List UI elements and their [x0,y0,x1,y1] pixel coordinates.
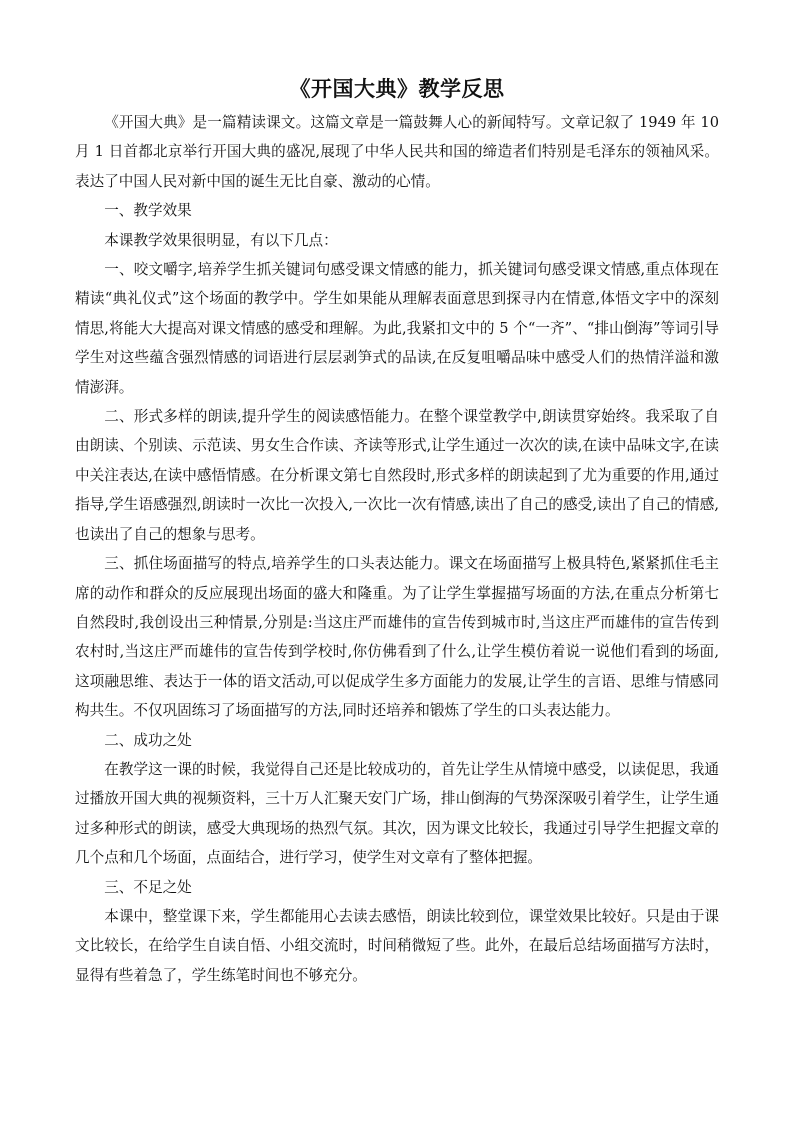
intro-paragraph: 《开国大典》是一篇精读课文。这篇文章是一篇鼓舞人心的新闻特写。文章记叙了 1949 年 10 月 1 日首都北京举行开国大典的盛况,展现了中华人民共和国的缔造者们特别是毛泽东的领袖风采。表达了中国人民对新中国的诞生无比自豪、激动的心情。 [75,114,719,190]
section-heading-teaching-effect: 一、教学效果 [104,202,192,220]
section-heading-shortcomings: 三、不足之处 [104,878,192,896]
section1-point-3: 三、抓住场面描写的特点,培养学生的口头表达能力。课文在场面描写上极具特色,紧紧抓住毛主席的动作和群众的反应展现出场面的盛大和隆重。为了让学生掌握描写场面的方法,在重点分析第七自然段时,我创设出三种情景,分别是:当这庄严而雄伟的宣告传到城市时,当这庄严而雄伟的宣告传到农村时,当这庄严而雄伟的宣告传到学校时,你仿佛看到了什么,让学生模仿着说一说他们看到的场面,这项融思维、表达于一体的语文活动,可以促成学生多方面能力的发展,让学生的言语、思维与情感同构共生。不仅巩固练习了场面描写的方法,同时还培养和锻炼了学生的口头表达能力。 [75,555,719,720]
document-title: 《开国大典》教学反思 [289,77,505,101]
section1-lead-paragraph: 本课教学效果很明显，有以下几点： [104,231,338,249]
document-page [75,70,719,990]
section1-point-1: 一、咬文嚼字,培养学生抓关键词句感受课文情感的能力，抓关键词句感受课文情感,重点体现在精读“典礼仪式”这个场面的教学中。学生如果能从理解表面意思到探寻内在情意,体悟文字中的深刻情思,将能大大提高对课文情感的感受和理解。为此,我紧扣文中的 5 个“一齐”、“排山倒海”等词引导学生对这些蕴含强烈情感的词语进行层层剥笋式的品读,在反复咀嚼品味中感受人们的热情洋溢和激情澎湃。 [75,261,719,396]
section1-point-2: 二、形式多样的朗读,提升学生的阅读感悟能力。在整个课堂教学中,朗读贯穿始终。我采取了自由朗读、个别读、示范读、男女生合作读、齐读等形式,让学生通过一次次的读,在读中品味文字,在读中关注表达,在读中感悟情感。在分析课文第七自然段时,形式多样的朗读起到了尤为重要的作用,通过指导,学生语感强烈,朗读时一次比一次投入,一次比一次有情感,读出了自己的感受,读出了自己的情感,也读出了自己的想象与思考。 [75,408,719,543]
section-heading-success: 二、成功之处 [104,731,192,749]
section3-body-paragraph: 本课中，整堂课下来，学生都能用心去读去感悟，朗读比较到位，课堂效果比较好。只是由于课文比较长，在给学生自读自悟、小组交流时，时间稍微短了些。此外，在最后总结场面描写方法时，显得有些着急了，学生练笔时间也不够充分。 [75,907,719,984]
section2-body-paragraph: 在教学这一课的时候，我觉得自己还是比较成功的，首先让学生从情境中感受，以读促思，我通过播放开国大典的视频资料，三十万人汇聚天安门广场，排山倒海的气势深深吸引着学生，让学生通过多种形式的朗读，感受大典现场的热烈气氛。其次，因为课文比较长，我通过引导学生把握文章的几个点和几个场面，点面结合，进行学习，使学生对文章有了整体把握。 [75,760,719,867]
